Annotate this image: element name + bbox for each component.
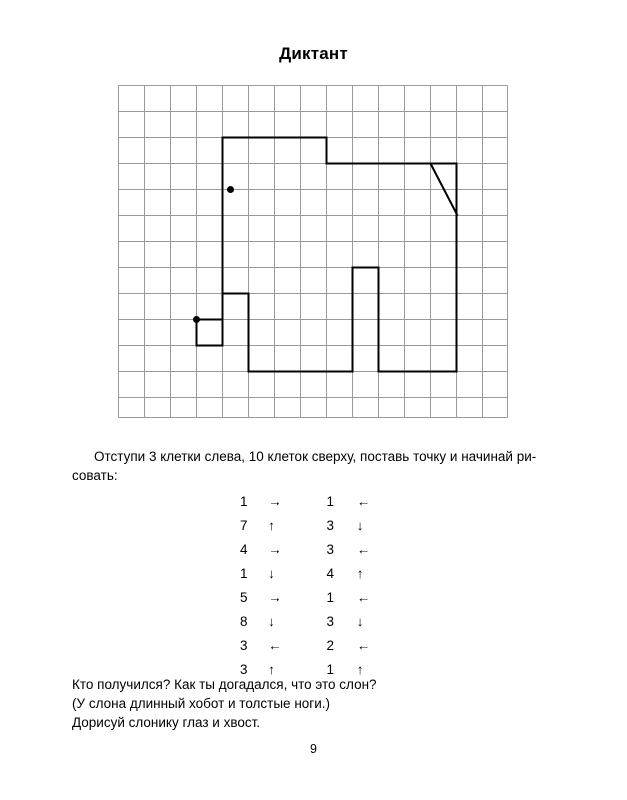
instruction-text bbox=[72, 447, 555, 485]
step-count: 1 bbox=[326, 662, 334, 677]
arrow-up-icon: ↑ bbox=[356, 566, 364, 581]
arrow-left-icon: ← bbox=[356, 590, 371, 605]
arrow-down-icon: ↓ bbox=[356, 518, 364, 533]
grid-lines bbox=[119, 86, 508, 418]
step-count: 2 bbox=[326, 638, 334, 653]
table-row bbox=[240, 538, 400, 562]
step-count: 5 bbox=[240, 590, 248, 605]
page-title: Диктант bbox=[279, 44, 348, 63]
arrow-down-icon: ↓ bbox=[268, 566, 275, 581]
step-count: 4 bbox=[240, 542, 248, 557]
arrow-right-icon: → bbox=[268, 590, 282, 605]
step-count: 1 bbox=[326, 590, 334, 605]
step-count: 1 bbox=[240, 494, 248, 509]
table-row bbox=[240, 610, 400, 634]
step-count: 3 bbox=[326, 518, 334, 533]
graphic-dictation-grid bbox=[118, 85, 508, 418]
step-count: 1 bbox=[240, 566, 248, 581]
step-count: 3 bbox=[240, 662, 248, 677]
steps-table bbox=[240, 490, 400, 682]
question-line-1: Кто получился? Как ты догадался, что это слон? bbox=[72, 677, 377, 692]
arrow-up-icon: ↑ bbox=[356, 662, 364, 677]
arrow-left-icon: ← bbox=[356, 542, 371, 557]
arrow-up-icon: ↑ bbox=[268, 662, 275, 677]
elephant-eye-dot bbox=[227, 186, 234, 193]
step-count: 7 bbox=[240, 518, 248, 533]
step-count: 3 bbox=[240, 638, 248, 653]
arrow-down-icon: ↓ bbox=[268, 614, 275, 629]
dictation-steps bbox=[240, 490, 400, 682]
instruction-line-2: совать: bbox=[72, 468, 118, 483]
arrow-left-icon: ← bbox=[356, 494, 371, 509]
page-number: 9 bbox=[310, 742, 317, 756]
arrow-right-icon: → bbox=[268, 494, 282, 509]
question-line-2: (У слона длинный хобот и толстые ноги.) bbox=[72, 696, 330, 711]
arrow-left-icon: ← bbox=[356, 638, 371, 653]
table-row bbox=[240, 562, 400, 586]
question-line-3: Дорисуй слонику глаз и хвост. bbox=[72, 715, 261, 730]
table-row bbox=[240, 634, 400, 658]
step-count: 3 bbox=[326, 614, 334, 629]
questions-block bbox=[72, 675, 552, 732]
instruction-line-1: Отступи 3 клетки слева, 10 клеток сверху, поставь точку и начинай ри- bbox=[94, 449, 537, 464]
table-row bbox=[240, 490, 400, 514]
table-row bbox=[240, 586, 400, 610]
step-count: 4 bbox=[326, 566, 334, 581]
step-count: 1 bbox=[326, 494, 334, 509]
arrow-right-icon: → bbox=[268, 542, 282, 557]
arrow-left-icon: ← bbox=[268, 638, 282, 653]
start-point-dot bbox=[193, 316, 200, 323]
step-count: 3 bbox=[326, 542, 334, 557]
arrow-up-icon: ↑ bbox=[268, 518, 275, 533]
table-row bbox=[240, 514, 400, 538]
arrow-down-icon: ↓ bbox=[356, 614, 364, 629]
step-count: 8 bbox=[240, 614, 248, 629]
